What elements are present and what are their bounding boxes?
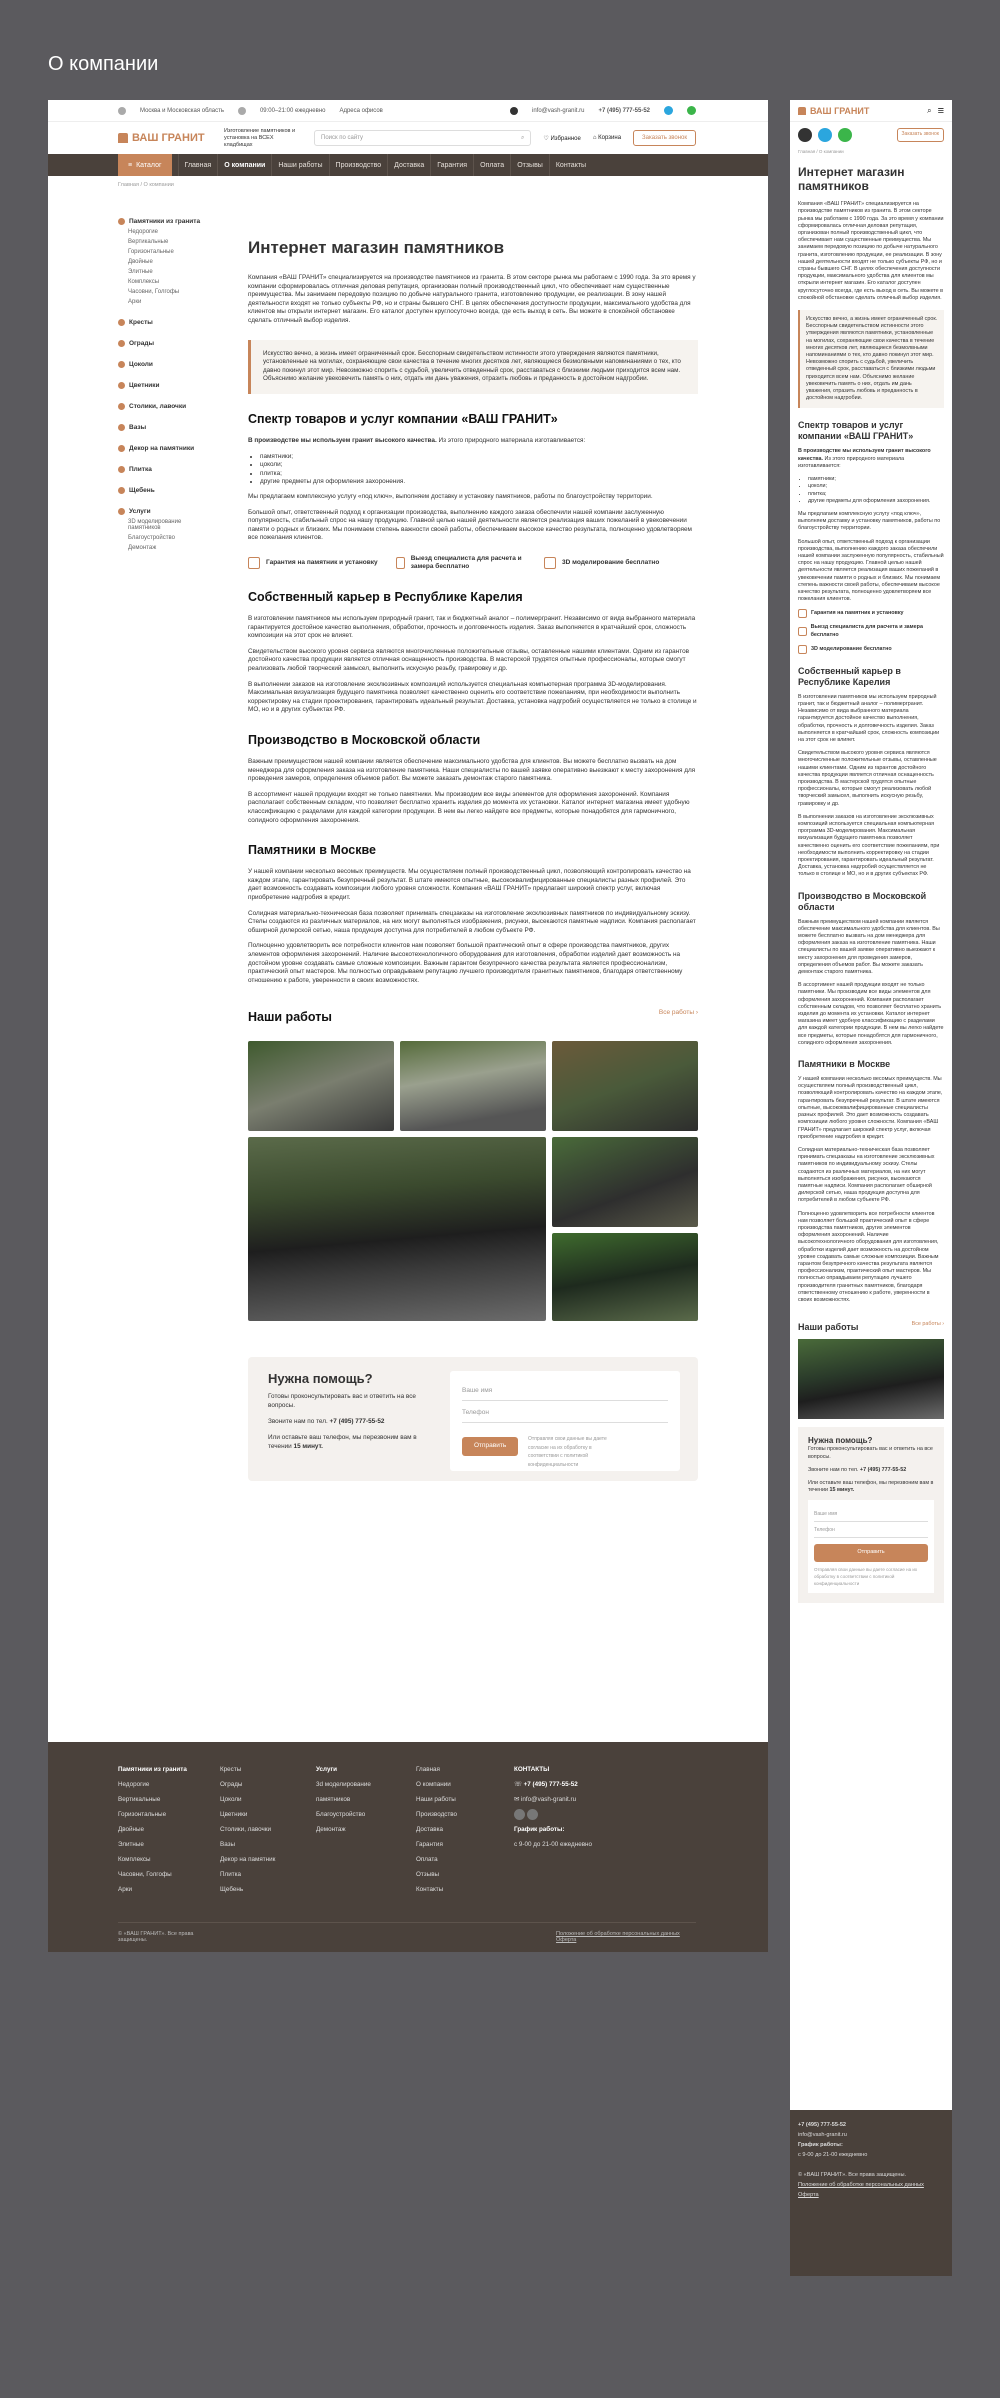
monument-icon: [118, 218, 125, 225]
footer-schedule: с 9-00 до 21-00 ежедневно: [514, 1841, 593, 1848]
mobile-production-heading: Производство в Московской области: [798, 890, 927, 912]
intro-text: Компания «ВАШ ГРАНИТ» специализируется на производстве памятников из гранита. В этом секторе рынка мы работаем с 1990 года. За это время у компании сформировалась отличная деловая репутация, организован полный производственный цикл, что обеспечивает нам существенные преимущества. Мы занимаем передовую позицию по добыче натурального гранита, изготовлению продукции, ее реализации. В зону нашей деятельности входят не только субъекты РФ, но и страны бывшего СНГ. В целях обеспечения доступности продукции, максимального удобства для клиентов мы открыли интернет магазин. Его каталог доступен круглосуточно всегда, где есть выход в сеть. Вы можете в спокойной обстановке сделать отличный выбор изделия.: [248, 274, 696, 324]
shield-icon: [248, 557, 260, 569]
footer-schedule-title: График работы:: [514, 1826, 565, 1833]
mobile-feature: [798, 609, 944, 618]
topbar: [48, 100, 768, 122]
search-icon[interactable]: ⌕: [927, 105, 932, 115]
footer-phone[interactable]: +7 (495) 777-55-52: [798, 2122, 847, 2128]
footer-phone[interactable]: +7 (495) 777-55-52: [523, 1781, 578, 1788]
phone-field[interactable]: Телефон: [462, 1401, 668, 1423]
moscow-paragraph: У нашей компании несколько весомых преимуществ. Мы осуществляем полный производственный цикл, позволяющий контролировать качество на каждом этапе, гарантировать безупречный результат. В штате имеются опытные, высококвалифицированные специалисты разных профилей. Это дает возможность создавать композиции любого уровня сложности. Компания «ВАШ ГРАНИТ» предлагает широкий спектр услуг, включая приобретение надгробия в кредит.: [248, 868, 691, 901]
whatsapp-icon[interactable]: [527, 1809, 538, 1820]
footer-link[interactable]: Двойные: [118, 1826, 145, 1833]
hours-text: 09:00–21:00 ежедневно: [259, 107, 326, 114]
quote-block: Искусство вечно, а жизнь имеет ограниченный срок. Бесспорным свидетельством истинности этого утверждения являются памятники, установленные на могилах, сохраняющие свои качества в течение многих десятков лет, являющиеся безмолвными напоминаниями о тех, кто давно покинул этот мир. Невозможно спорить с судьбой, увеличить отведенный срок, расставаться с близкими людьми приходится всем нам. Объяснимо желание увековечить память о них, отдать им дань уважения, отразить любовь и преданность в достойном надгробии.: [248, 340, 698, 394]
work-photo[interactable]: [248, 1137, 546, 1321]
footer-col-products: [220, 1762, 275, 1897]
sidebar-sub-item[interactable]: Элитные: [128, 269, 153, 275]
spectrum-lead: [248, 437, 698, 446]
list-item: • цоколи;: [808, 483, 944, 490]
mobile-spectrum-heading: Спектр товаров и услуг компании «ВАШ ГРАНИТ»: [798, 420, 914, 442]
nav-item-guarantee[interactable]: Гарантия: [430, 154, 473, 176]
main-content: [248, 208, 698, 1481]
quarry-paragraph: В выполнении заказов на изготовление эксклюзивных композиций используется специальная компьютерная программа 3D-моделирования. Максимальная визуализация будущего памятника позволяет качественно оценить его соответствие пожеланиям, при необходимости выполнить корректировку на стадии проектирования, гарантировать идеальный результат. Доставка, установка надгробий осуществляется не только в столице и МО, но и в других субъектах РФ.: [248, 680, 697, 714]
sidebar-item-services[interactable]: [118, 508, 213, 515]
copyright: © «ВАШ ГРАНИТ». Все права защищены.: [118, 1931, 194, 1943]
moscow-paragraph: Солидная материально-техническая база позволяет принимать спецзаказы на изготовление эксклюзивных памятников по индивидуальному эскизу. Стелы создаются из различных материалов, на них могут выполняться изображения, рисунки, высекаются памятные надписи. Компания располагает обширной дилерской сетью, наша продукция доступна для потребителей в любом субъекте РФ.: [248, 909, 696, 934]
footer-link[interactable]: Оплата: [416, 1856, 438, 1863]
nav-item-home[interactable]: Главная: [178, 154, 218, 176]
footer-link[interactable]: Благоустройство: [316, 1811, 366, 1818]
name-field[interactable]: Ваше имя: [462, 1379, 668, 1401]
features-row: [248, 555, 698, 572]
mail-icon: [510, 107, 518, 115]
mobile-footer: [790, 2110, 952, 2276]
feature-3d: [544, 555, 674, 572]
help-phone-prefix: Звоните нам по тел.: [808, 1466, 860, 1473]
help-text-3: [268, 1433, 428, 1451]
plinth-icon: [118, 361, 125, 368]
footer-link[interactable]: Декор на памятник: [220, 1856, 276, 1863]
shield-icon: [798, 609, 807, 618]
all-works-label: Все работы: [911, 1321, 941, 1328]
footer-bottom: [118, 1922, 696, 1943]
footer-col-monuments: [118, 1762, 187, 1897]
sidebar-sub-item[interactable]: Благоустройство: [128, 535, 175, 541]
mobile-intro: Компания «ВАШ ГРАНИТ» специализируется на производстве памятников из гранита. В этом секторе рынка мы работаем с 1990 года. За это время у компании сформировалась отличная деловая репутация, организован полный производственный цикл, что обеспечивает нам существенные преимущества. Мы занимаем передовую позицию по добыче натурального гранита, изготовлению продукции, ее реализации. В зону нашей деятельности входят не только субъекты РФ, но и страны бывшего СНГ. В целях обеспечения доступности продукции, максимального удобства для клиентов мы открыли интернет магазин. Его каталог доступен круглосуточно всегда, где есть выход в сеть. Вы можете в спокойной обстановке сделать отличный выбор изделия.: [798, 201, 944, 301]
phone-icon: ☏: [514, 1781, 522, 1788]
sidebar-item-decor[interactable]: [118, 445, 213, 452]
catalog-button[interactable]: ≡ Каталог: [118, 154, 172, 176]
nav-item-works[interactable]: Наши работы: [271, 154, 328, 176]
mobile-paragraph: Солидная материально-техническая база позволяет принимать спецзаказы на изготовление эксклюзивных памятников по индивидуальному эскизу. Стелы создаются из различных материалов, на них могут выполняться изображения, рисунки, высекаются памятные надписи. Компания располагает обширной дилерской сетью, наша продукция доступна для потребителей в любом субъекте РФ.: [798, 1146, 935, 1204]
footer-link[interactable]: Цветники: [220, 1811, 248, 1818]
whatsapp-icon[interactable]: [687, 106, 696, 115]
spectrum-paragraph: Большой опыт, ответственный подход к организации производства, выполнению каждого заказа обеспечили нашей компании заслуженную популярность, стабильный спрос на нашу продукцию. Главной целью нашей деятельности является реализация ваших пожеланий в увековечении памяти о родных и близких. Мы понимаем степень важности своей работы, обеспечиваем высокое качество результата, полноценно удовлетворяем все пожелания клиентов.: [248, 508, 692, 542]
footer-link[interactable]: Демонтаж: [316, 1826, 346, 1833]
copyright: © «ВАШ ГРАНИТ». Все права защищены.: [798, 2172, 907, 2178]
help-text-1: Готовы проконсультировать вас и ответить на все вопросы.: [808, 1446, 933, 1460]
nav-item-delivery[interactable]: Доставка: [387, 154, 430, 176]
mobile-works-heading: Наши работы: [798, 1322, 859, 1333]
sidebar-label: Декор на памятники: [129, 445, 195, 452]
cube-icon: [798, 645, 807, 654]
sidebar-item-tiles[interactable]: [118, 466, 213, 473]
footer-legal: [556, 1931, 696, 1943]
truck-icon: [798, 627, 807, 636]
list-item: • другие предметы для оформления захоронения.: [808, 498, 944, 505]
gravel-icon: [118, 487, 125, 494]
search-icon[interactable]: ⌕: [521, 134, 525, 141]
tile-icon: [118, 466, 125, 473]
phone-icon[interactable]: [798, 128, 812, 142]
footer-link[interactable]: Контакты: [416, 1886, 444, 1893]
footer-link[interactable]: Горизонтальные: [118, 1811, 167, 1818]
favorites-link[interactable]: ♡ Избранное: [543, 135, 581, 142]
production-paragraph: В ассортимент нашей продукции входят не только памятники. Мы производим все виды элементов для оформления захоронений. Компания располагает собственным складом, что позволяет бесплатно хранить изделия до момента их установки. Каталог интернет магазина имеет удобную классификацию с разделами для каждой категории продукции. В нем вы легко найдете все предметы, которые понадобятся для гармоничного, солидного оформления захоронения.: [248, 790, 690, 824]
location-text: Москва и Московская область: [140, 107, 224, 114]
logo[interactable]: [118, 132, 212, 144]
telegram-icon[interactable]: [514, 1809, 525, 1820]
mobile-contact-icons: [790, 122, 952, 148]
list-item: • плитка;: [260, 470, 698, 479]
search-input[interactable]: [314, 130, 531, 146]
location-icon: [118, 107, 126, 115]
moscow-heading: Памятники в Москве: [248, 843, 376, 858]
flowerbed-icon: [118, 382, 125, 389]
sidebar-item-gravel[interactable]: [118, 487, 213, 494]
search-placeholder: Поиск по сайту: [321, 135, 364, 141]
help-block: [248, 1357, 698, 1481]
mobile-logo[interactable]: [798, 106, 869, 116]
footer-col-title[interactable]: Услуги: [316, 1766, 337, 1773]
sidebar-sub-item[interactable]: Двойные: [128, 259, 153, 265]
mobile-breadcrumb[interactable]: Главная / О компании: [798, 149, 844, 154]
mobile-feature: [798, 645, 944, 654]
footer-link[interactable]: Столики, лавочки: [220, 1826, 272, 1833]
footer-link[interactable]: Гарантия: [416, 1841, 443, 1848]
help-phone-prefix: Звоните нам по тел.: [268, 1417, 330, 1425]
mobile-paragraph: Большой опыт, ответственный подход к организации производства, выполнению каждого заказа обеспечили нашей компании заслуженную популярность, стабильный спрос на нашу продукцию. Главной целью нашей деятельности является реализация ваших пожеланий в увековечении памяти о родных и близких. Мы понимаем степень важности своей работы, обеспечиваем высокое качество результата, полноценно удовлетворяем все пожелания клиентов.: [798, 538, 944, 603]
sidebar-item-tables[interactable]: [118, 403, 213, 410]
mobile-content: [790, 148, 952, 1603]
help-phone[interactable]: +7 (495) 777-55-52: [859, 1466, 907, 1473]
footer-col-title[interactable]: Памятники из гранита: [118, 1766, 187, 1773]
help-callback-prefix: Или оставьте ваш телефон, мы перезвоним вам в течении: [268, 1433, 417, 1450]
sidebar-sub-item[interactable]: Недорогие: [128, 229, 158, 235]
feature-label: Выезд специалиста для расчета и замера бесплатно: [810, 624, 923, 638]
quarry-heading: Собственный карьер в Республике Карелия: [248, 590, 523, 605]
email-link[interactable]: info@vash-granit.ru: [532, 107, 585, 114]
footer: [48, 1742, 768, 1952]
spectrum-list: [260, 453, 698, 487]
mobile-heading: Интернет магазин памятников: [798, 165, 905, 194]
offer-link[interactable]: Оферта: [556, 1937, 577, 1943]
all-works-label: Все работы: [658, 1009, 695, 1017]
sidebar-item-crosses[interactable]: [118, 319, 213, 326]
mobile-paragraph: Мы предлагаем комплексную услугу «под ключ», выполняем доставку и установку памятников, работы по благоустройству территории.: [798, 510, 941, 532]
bench-icon: [118, 403, 125, 410]
sidebar-label: Услуги: [129, 508, 151, 515]
mobile-paragraph: Важным преимуществом нашей компании является обеспечение максимального удобства для клиентов. Вы можете бесплатно вызвать на дом менеджера для оформления заказа на изготовление памятника. Наши специалисты по вашей заявке оперативно выезжают к месту захоронения для проведения замеров, определения объемов работ. Вы можете заказать демонтаж старого памятника.: [798, 918, 940, 976]
telegram-icon[interactable]: [818, 128, 832, 142]
list-item: • плитка;: [808, 491, 944, 498]
footer-link[interactable]: Ограды: [220, 1781, 243, 1788]
footer-link[interactable]: Цоколи: [220, 1796, 242, 1803]
list-item: • памятники;: [260, 453, 698, 462]
mobile-work-photo[interactable]: [798, 1339, 944, 1419]
mail-icon: ✉: [514, 1796, 520, 1803]
list-item: • другие предметы для оформления захоронения.: [260, 478, 698, 487]
work-photo[interactable]: [552, 1137, 698, 1227]
sidebar-sub-item[interactable]: Горизонтальные: [128, 249, 174, 255]
consent-text: Отправляя свои данные вы даете согласие на их обработку в соответствии с политикой конфиденциальности: [528, 1436, 607, 1469]
spectrum-paragraph: Мы предлагаем комплексную услугу «под ключ», выполняем доставку и установку памятников, работы по благоустройству территории.: [248, 492, 653, 500]
spectrum-lead-bold: В производстве мы используем гранит высокого качества.: [798, 448, 931, 462]
footer-link[interactable]: Главная: [416, 1766, 440, 1773]
phone-field[interactable]: Телефон: [814, 1522, 928, 1538]
mobile-spectrum-lead: [798, 448, 944, 470]
footer-link[interactable]: Кресты: [220, 1766, 242, 1773]
help-text-2: [268, 1417, 428, 1426]
mobile-callback-form: [808, 1500, 934, 1593]
help-text-2: [808, 1467, 934, 1474]
mobile-header: [790, 100, 952, 122]
footer-schedule-title: График работы:: [798, 2142, 843, 2148]
offer-link[interactable]: Оферта: [798, 2192, 819, 2198]
footer-link[interactable]: Недорогие: [118, 1781, 150, 1788]
logo-text: ВАШ ГРАНИТ: [810, 105, 870, 116]
name-field[interactable]: Ваше имя: [814, 1506, 928, 1522]
sidebar-sub-item[interactable]: Комплексы: [128, 279, 160, 285]
help-phone[interactable]: +7 (495) 777-55-52: [329, 1417, 385, 1425]
work-photo[interactable]: [248, 1041, 394, 1131]
mobile-feature: [798, 624, 944, 638]
mobile-quote: Искусство вечно, а жизнь имеет ограниченный срок. Бесспорным свидетельством истинности этого утверждения являются памятники, установленные на могилах, сохраняющие свои качества в течение многих десятков лет, являющиеся безмолвными напоминаниями о тех, кто давно покинул этот мир. Невозможно спорить с судьбой, увеличить отведенный срок, расставаться с близкими людьми приходится всем нам. Объяснимо желание увековечить память о них, отдать им дань уважения, отразить любовь и преданность в достойном надгробии.: [798, 310, 944, 408]
truck-icon: [396, 557, 405, 569]
sidebar-item-plinths[interactable]: [118, 361, 213, 368]
footer-link[interactable]: Производство: [416, 1811, 458, 1818]
footer-link[interactable]: Наши работы: [416, 1796, 456, 1803]
nav-item-contacts[interactable]: Контакты: [549, 154, 592, 176]
slogan: Изготовление памятников и установка на ВСЕХ кладбищах: [224, 127, 296, 148]
spectrum-heading: Спектр товаров и услуг компании «ВАШ ГРАНИТ»: [248, 411, 558, 426]
help-minutes: 15 минут.: [829, 1487, 855, 1494]
works-header: [248, 992, 698, 1035]
cart-link[interactable]: ⌂ Корзина: [592, 135, 622, 141]
sidebar-label: Плитка: [129, 466, 152, 473]
spectrum-lead-text: Из этого природного материала изготавливается:: [798, 455, 905, 469]
feature-label: 3D моделирование бесплатно: [562, 559, 660, 567]
favorites-label: Избранное: [550, 135, 581, 142]
footer-link[interactable]: Доставка: [416, 1826, 444, 1833]
header: [48, 122, 768, 154]
breadcrumb[interactable]: Главная / О компании: [118, 182, 174, 188]
cube-icon: [544, 557, 556, 569]
sidebar-sub-item[interactable]: 3D моделирование памятников: [128, 519, 182, 531]
sidebar-label: Кресты: [129, 319, 153, 326]
work-photo[interactable]: [552, 1041, 698, 1131]
footer-link[interactable]: Комплексы: [118, 1856, 151, 1863]
sidebar-item-fences[interactable]: [118, 340, 213, 347]
callback-button[interactable]: Заказать звонок: [633, 130, 696, 146]
footer-contacts: [514, 1762, 592, 1852]
cross-icon: [118, 319, 125, 326]
sidebar-label: Памятники из гранита: [129, 218, 201, 225]
feature-label: Гарантия на памятник и установку: [266, 559, 378, 567]
mobile-callback-button[interactable]: Заказать звонок: [897, 128, 944, 142]
feature-label: Гарантия на памятник и установку: [811, 610, 904, 617]
telegram-icon[interactable]: [664, 106, 673, 115]
consent-text: Отправляя свои данные вы даете согласие на их обработку в соответствии с политикой конфиденциальности: [814, 1566, 918, 1586]
help-text-1: Готовы проконсультировать вас и ответить на все вопросы.: [268, 1392, 416, 1409]
cart-label: Корзина: [598, 135, 622, 141]
sidebar-sub-item[interactable]: Демонтаж: [128, 545, 157, 551]
submit-button[interactable]: Отправить: [462, 1437, 518, 1456]
main-heading: Интернет магазин памятников: [248, 238, 505, 257]
footer-email[interactable]: info@vash-granit.ru: [521, 1796, 577, 1803]
fence-icon: [118, 340, 125, 347]
sidebar: [118, 208, 213, 551]
list-item: • цоколи;: [260, 461, 698, 470]
help-text-3: [808, 1480, 934, 1494]
clock-icon: [238, 107, 246, 115]
help-callback-prefix: Или оставьте ваш телефон, мы перезвоним вам в течении: [808, 1479, 934, 1494]
mobile-all-works-link[interactable]: Все работы ›: [911, 1321, 944, 1328]
work-photo[interactable]: [400, 1041, 546, 1131]
mobile-paragraph: В ассортимент нашей продукции входят не только памятники. Мы производим все виды элементов для оформления захоронений. Компания располагает собственным складом, что позволяет бесплатно хранить изделия до момента их установки. Каталог интернет магазина имеет удобную классификацию с разделами для каждой категории продукции. В нем вы легко найдете все предметы, которые понадобятся для гармоничного, солидного оформления захоронения.: [798, 982, 944, 1046]
footer-link[interactable]: Плитка: [220, 1871, 241, 1878]
works-gallery: [248, 1041, 698, 1351]
footer-link[interactable]: Вазы: [220, 1841, 236, 1848]
sidebar-label: Щебень: [129, 487, 155, 494]
mobile-help-heading: Нужна помощь?: [808, 1436, 873, 1446]
privacy-link[interactable]: Положение об обработке персональных данных: [556, 1931, 680, 1937]
sidebar-label: Цветники: [129, 382, 160, 389]
mobile-spectrum-list: [808, 476, 944, 505]
privacy-link[interactable]: Положение об обработке персональных данных: [798, 2182, 924, 2188]
spectrum-lead-text: Из этого природного материала изготавливается:: [436, 436, 586, 444]
whatsapp-icon[interactable]: [838, 128, 852, 142]
help-minutes: 15 минут.: [293, 1442, 323, 1450]
sidebar-sub-item[interactable]: Часовни, Голгофы: [128, 289, 180, 295]
sidebar-item-vases[interactable]: [118, 424, 213, 431]
addresses-link[interactable]: Адреса офисов: [339, 107, 383, 114]
nav-item-about[interactable]: О компании: [217, 154, 271, 176]
catalog-label: Каталог: [136, 161, 162, 169]
vase-icon: [118, 424, 125, 431]
footer-link[interactable]: Арки: [118, 1886, 132, 1893]
menu-icon[interactable]: ≡: [937, 104, 944, 117]
logo-icon: [118, 133, 128, 143]
all-works-link[interactable]: Все работы ›: [658, 1009, 698, 1017]
footer-link[interactable]: Часовни, Голгофы: [118, 1871, 172, 1878]
sidebar-item-flowerbeds[interactable]: [118, 382, 213, 389]
services-icon: [118, 508, 125, 515]
sidebar-label: Цоколи: [129, 361, 153, 368]
production-heading: Производство в Московской области: [248, 733, 481, 747]
quarry-paragraph: Свидетельством высокого уровня сервиса являются многочисленные положительные отзывы, оставленные нашими клиентами. Одним из гарантов достойного качества продукции является отличная оснащенность производства. В мастерской трудятся опытные профессионалы, которые смогут реализовать любой творческий замысел, выполнить искусную резьбу, гравировку и др.: [248, 647, 690, 673]
main-nav: [48, 154, 768, 176]
mobile-mockup: [790, 100, 952, 2276]
nav-item-reviews[interactable]: Отзывы: [510, 154, 549, 176]
logo-text: ВАШ ГРАНИТ: [132, 132, 205, 144]
mobile-works-header: [798, 1310, 944, 1339]
sidebar-label: Столики, лавочки: [129, 403, 187, 410]
nav-item-payment[interactable]: Оплата: [473, 154, 510, 176]
nav-item-production[interactable]: Производство: [329, 154, 388, 176]
page-title: О компании: [48, 53, 159, 75]
mobile-help-block: [798, 1427, 944, 1603]
mobile-paragraph: В выполнении заказов на изготовление эксклюзивных композиций используется специальная компьютерная программа 3D-моделирования. Максимальная визуализация будущего памятника позволяет качественно оценить его соответствие пожеланиям, при необходимости выполнить корректировку на стадии проектирования, гарантировать идеальный результат. Доставка, установка надгробий осуществляется не только в столице и МО, но и в других субъектах РФ.: [798, 813, 940, 878]
phone-link[interactable]: +7 (495) 777-55-52: [598, 107, 650, 114]
desktop-mockup: [48, 100, 768, 1952]
footer-link[interactable]: Вертикальные: [118, 1796, 161, 1803]
feature-visit: [396, 555, 526, 572]
production-paragraph: Важным преимуществом нашей компании является обеспечение максимального удобства для клиентов. Вы можете бесплатно вызвать на дом менеджера для оформления заказа на изготовление памятника. Наши специалисты по вашей заявке оперативно выезжают к месту захоронения для проведения замеров, определения объемов работ. Вы можете заказать демонтаж старого памятника.: [248, 758, 696, 783]
moscow-paragraph: Полноценно удовлетворить все потребности клиентов нам позволяет большой практический опыт в сфере производства памятников, других элементов оформления захоронений. Наличие высокотехнологичного оборудования для изготовления, обработки изделий дает возможность на достойном уровне создавать самые сложные композиции. Важным гарантом безупречного качества результата является профессионализм, практический опыт мастеров. Мы полностью оправдываем репутацию лучшего производителя гранитных памятников, благодаря ответственному отношению к работе, уверенности в своих возможностях.: [248, 942, 683, 984]
help-heading: Нужна помощь?: [268, 1371, 373, 1387]
footer-contacts-title: КОНТАКТЫ: [514, 1766, 550, 1773]
footer-schedule: с 9-00 до 21-00 ежедневно: [798, 2152, 868, 2158]
work-photo[interactable]: [552, 1233, 698, 1321]
callback-form: [450, 1371, 680, 1471]
quarry-paragraph: В изготовлении памятников мы используем природный гранит, так и бюджетный аналог – полимергранит. Независимо от вида выбранного материала гарантируется достойное качество выполнения, обработки, прочность и долговечность изделия. Заказ выполняется в кратчайший срок, сложность композиции на этот срок не влияет.: [248, 615, 696, 640]
sidebar-label: Ограды: [129, 340, 155, 347]
feature-label: 3D моделирование бесплатно: [811, 645, 892, 652]
sidebar-sub-item[interactable]: Арки: [128, 299, 142, 305]
sidebar-label: Вазы: [129, 424, 147, 431]
mobile-paragraph: Свидетельством высокого уровня сервиса являются многочисленные положительные отзывы, оставленные нашими клиентами. Одним из гарантов достойного качества продукции является отличная оснащенность производства. В мастерской трудятся опытные профессионалы, которые смогут реализовать любой творческий замысел, выполнить искусную резьбу, гравировку и др.: [798, 750, 937, 807]
footer-link[interactable]: Щебень: [220, 1886, 244, 1893]
logo-icon: [798, 107, 806, 115]
footer-col-pages: [416, 1762, 457, 1897]
feature-guarantee: [248, 555, 378, 572]
footer-link[interactable]: О компании: [416, 1781, 451, 1788]
footer-link[interactable]: Отзывы: [416, 1871, 440, 1878]
footer-link[interactable]: 3d моделирование памятников: [316, 1781, 371, 1803]
footer-col-services: [316, 1762, 396, 1837]
works-heading: Наши работы: [248, 1010, 332, 1025]
mobile-moscow-heading: Памятники в Москве: [798, 1059, 891, 1070]
footer-link[interactable]: Элитные: [118, 1841, 144, 1848]
mobile-paragraph: В изготовлении памятников мы используем природный гранит, так и бюджетный аналог – полимергранит. Независимо от вида выбранного материала гарантируется достойное качество выполнения, обработки, прочность и долговечность изделия. Заказ выполняется в кратчайший срок, сложность композиции на этот срок не влияет.: [798, 693, 940, 743]
sidebar-sub-item[interactable]: Вертикальные: [128, 239, 169, 245]
mobile-paragraph: У нашей компании несколько весомых преимуществ. Мы осуществляем полный производственный цикл, позволяющий контролировать качество на каждом этапе, гарантировать безупречный результат. В штате имеются опытные, высококвалифицированные специалисты разных профилей. Это дает возможность создавать композиции любого уровня сложности. Компания «ВАШ ГРАНИТ» предлагает широкий спектр услуг, включая приобретение надгробия в кредит.: [798, 1076, 943, 1140]
feature-label: Выезд специалиста для расчета и замера бесплатно: [410, 554, 522, 571]
mobile-quarry-heading: Собственный карьер в Республике Карелия: [798, 665, 901, 687]
submit-button[interactable]: Отправить: [814, 1544, 928, 1561]
footer-email[interactable]: info@vash-granit.ru: [798, 2132, 847, 2138]
sidebar-item-monuments[interactable]: [118, 218, 213, 225]
mobile-paragraph: Полноценно удовлетворить все потребности клиентов нам позволяет большой практический опыт в сфере производства памятников, других элементов оформления захоронений. Наличие высокотехнологичного оборудования для изготовления, обработки изделий дает возможность на достойном уровне создавать самые сложные композиции. Важным гарантом безупречного качества результата является профессионализм, практический опыт мастеров. Мы полностью оправдываем репутацию лучшего производителя гранитных памятников, благодаря ответственному отношению к работе, уверенности в своих возможностях.: [798, 1210, 939, 1303]
list-item: • памятники;: [808, 476, 944, 483]
help-text: [268, 1392, 428, 1451]
decor-icon: [118, 445, 125, 452]
spectrum-lead-bold: В производстве мы используем гранит высокого качества.: [248, 436, 437, 444]
